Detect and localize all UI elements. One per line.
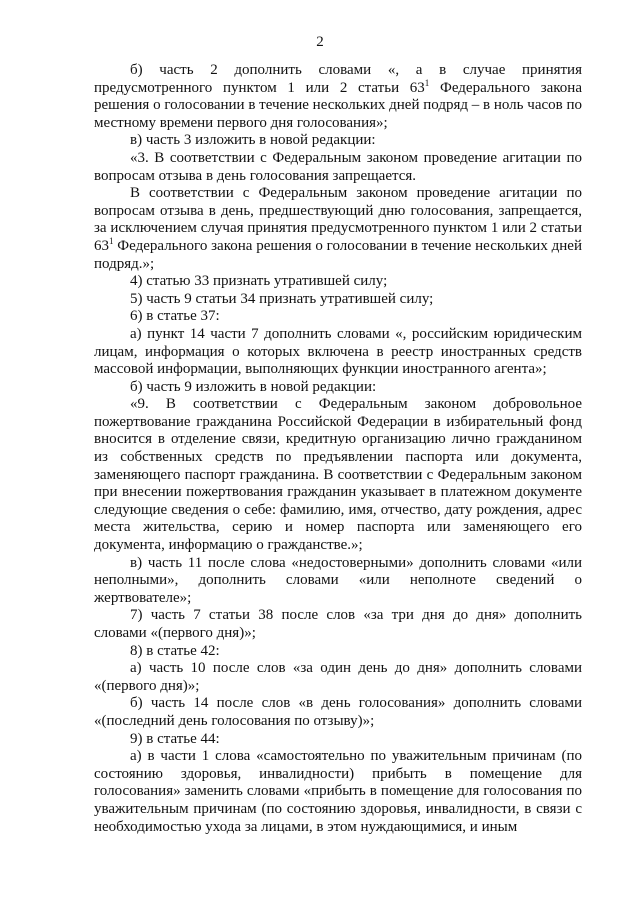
paragraph-item-6v: в) часть 11 после слова «недостоверными» дополнить словами «или неполными», дополнить словами «или неполноте сведений о жертвователе»; bbox=[94, 554, 582, 606]
paragraph-amend-part-2: б) часть 2 дополнить словами «, а в случае принятия предусмотренного пунктом 1 или 2 статьи $63^1$ Федерального закона решения о голосовании в течение нескольких дней подряд – в ноль часов по местному времени первого дня голосования»; bbox=[94, 62, 582, 131]
paragraph-item-6a: а) пункт 14 части 7 дополнить словами «, российским юридическим лицам, информация о которых включена в реестр иностранных средств массовой информации, выполняющих функции иностранного агента»; bbox=[94, 325, 582, 378]
paragraph-item-6: 6) в статье 37: bbox=[130, 308, 220, 325]
paragraph-amend-part-3: в) часть 3 изложить в новой редакции: bbox=[130, 132, 376, 149]
paragraph-item-6b: б) часть 9 изложить в новой редакции: bbox=[130, 378, 377, 395]
paragraph-item-8: 8) в статье 42: bbox=[130, 642, 220, 659]
paragraph-quote-9: «9. В соответствии с Федеральным законом добровольное пожертвование гражданина Российской Федерации в избирательный фонд вносится в отделение связи, кредитную организацию лично гражданином из собственных средств по предъявлении паспорта или документа, заменяющего паспорт гражданина. В соответствии с Федеральным законом при внесении пожертвования гражданин указывает в платежном документе следующие сведения о себе: фамилию, имя, отчество, дату рождения, адрес места жительства, серию и номер паспорта или заменяющего его документа, информацию о гражданстве.»; bbox=[94, 396, 582, 554]
paragraph-item-5: 5) часть 9 статьи 34 признать утратившей силу; bbox=[130, 290, 434, 307]
paragraph-item-8a: а) часть 10 после слов «за один день до дня» дополнить словами «(первого дня)»; bbox=[94, 660, 582, 694]
paragraph-quote-3: «3. В соответствии с Федеральным законом проведение агитации по вопросам отзыва в день голосования запрещается. bbox=[94, 149, 582, 184]
paragraph-item-4: 4) статью 33 признать утратившей силу; bbox=[130, 273, 388, 290]
paragraph-item-8b: б) часть 14 после слов «в день голосования» дополнить словами «(последний день голосования по отзыву)»; bbox=[94, 695, 582, 729]
paragraph-quote-3-cont: В соответствии с Федеральным законом проведение агитации по вопросам отзыва в день, предшествующий дню голосования, запрещается, за исключением случая принятия предусмотренного пунктом 1 или 2 статьи $63^1$ Федерального закона решения о голосовании в течение нескольких дней подряд.»; bbox=[94, 185, 582, 272]
document-body bbox=[94, 62, 582, 836]
paragraph-item-9: 9) в статье 44: bbox=[130, 730, 220, 747]
paragraph-item-7: 7) часть 7 статьи 38 после слов «за три дня до дня» дополнить словами «(первого дня)»; bbox=[94, 607, 582, 641]
paragraph-item-9a: а) в части 1 слова «самостоятельно по уважительным причинам (по состоянию здоровья, инвалидности) прибыть в помещение для голосования» заменить словами «прибыть в помещение для голосования по уважительным причинам (по состоянию здоровья, инвалидности, в связи с необходимостью ухода за лицами, в этом нуждающимися, и иным bbox=[94, 748, 582, 835]
page-number: 2 bbox=[316, 34, 324, 50]
